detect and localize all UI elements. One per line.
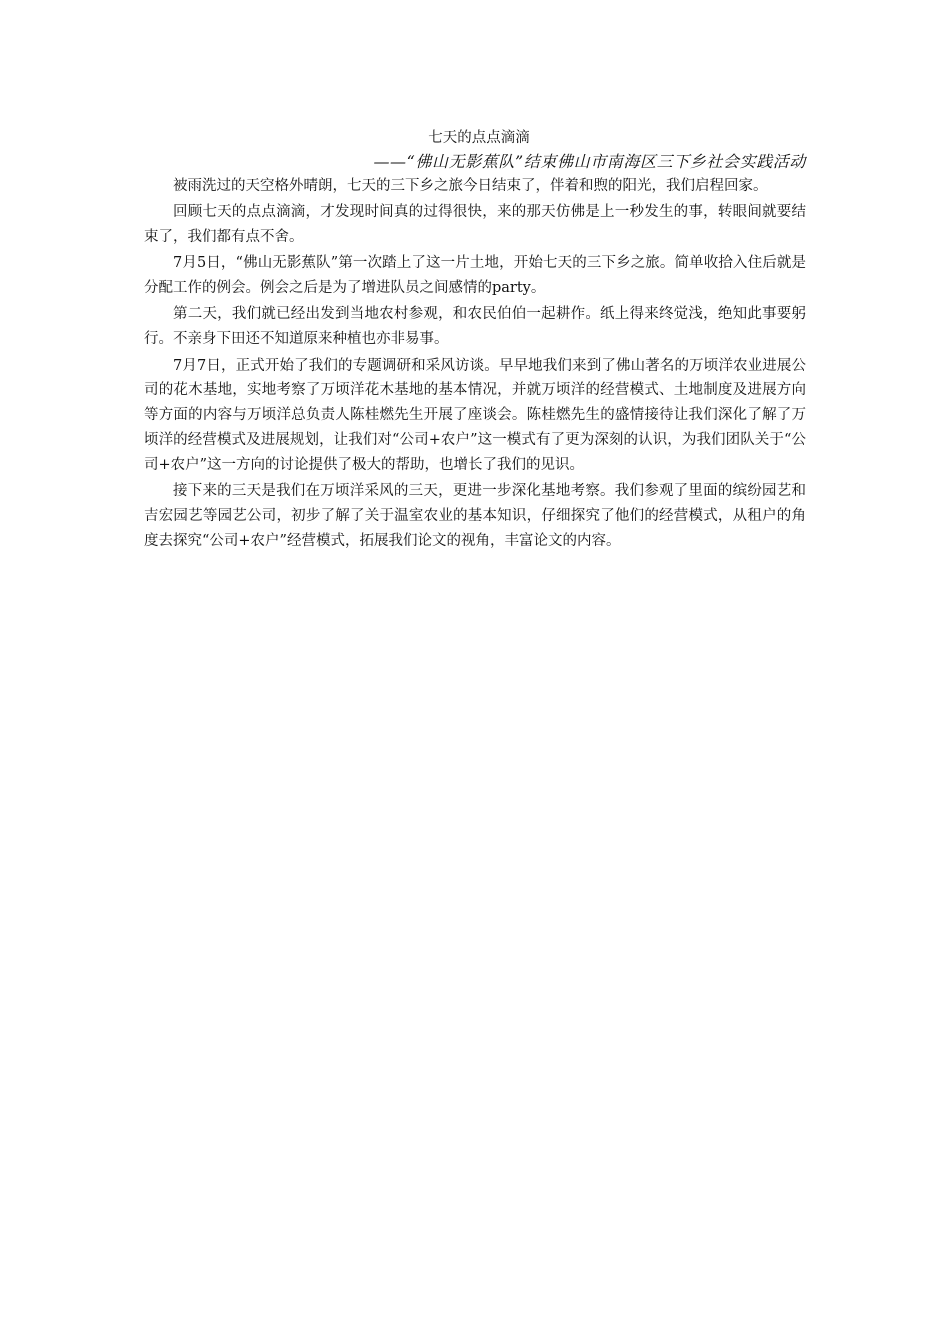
paragraph-2: 回顾七天的点点滴滴，才发现时间真的过得很快，来的那天仿佛是上一秒发生的事，转眼间就要结束了，我们都有点不舍。 (144, 204, 806, 246)
document-title: 七天的点点滴滴 (428, 130, 530, 146)
paragraph-1: 被雨洗过的天空格外晴朗，七天的三下乡之旅今日结束了，伴着和煦的阳光，我们启程回家。 (173, 178, 768, 194)
paragraph-3: 7月5日，“佛山无影蕉队”第一次踏上了这一片土地，开始七天的三下乡之旅。简单收拾入住后就是分配工作的例会。例会之后是为了增进队员之间感情的party。 (144, 255, 806, 297)
paragraph-5: 7月7日，正式开始了我们的专题调研和采风访谈。早早地我们来到了佛山著名的万顷洋农业进展公司的花木基地，实地考察了万顷洋花木基地的基本情况，并就万顷洋的经营模式、土地制度及进展方向等方面的内容与万顷洋总负责人陈桂燃先生开展了座谈会。陈桂燃先生的盛情接待让我们深化了解了万顷洋的经营模式及进展规划，让我们对“公司+农户”这一模式有了更为深刻的认识，为我们团队关于“公司+农户”这一方向的讨论提供了极大的帮助，也增长了我们的见识。 (144, 357, 806, 473)
document-subtitle: ——“佛山无影蕉队”结束佛山市南海区三下乡社会实践活动 (373, 152, 806, 171)
document-body (144, 128, 806, 555)
paragraph-4: 第二天，我们就已经出发到当地农村参观，和农民伯伯一起耕作。纸上得来终觉浅，绝知此事要躬行。不亲身下田还不知道原来种植也亦非易事。 (144, 306, 806, 348)
paragraph-6: 接下来的三天是我们在万顷洋采风的三天，更进一步深化基地考察。我们参观了里面的缤纷园艺和吉宏园艺等园艺公司，初步了解了关于温室农业的基本知识，仔细探究了他们的经营模式，从租户的角度去探究“公司+农户”经营模式，拓展我们论文的视角，丰富论文的内容。 (144, 483, 806, 549)
